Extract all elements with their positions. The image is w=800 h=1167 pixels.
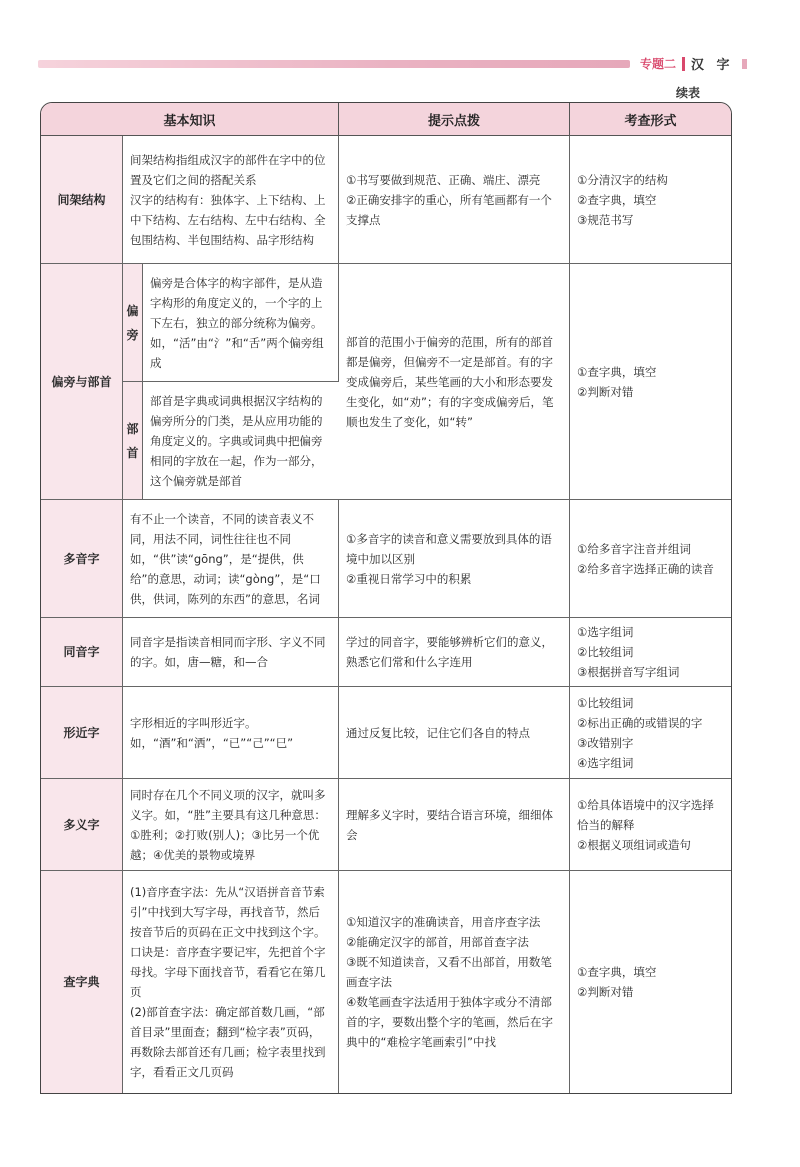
form-item: ①选字组词: [577, 625, 634, 639]
form-item: ①查字典，填空: [577, 364, 657, 379]
knowledge-table-wrap: [40, 102, 730, 1094]
form-item: ③根据拼音写字组词: [577, 665, 680, 679]
row-knowledge: 偏旁是合体字的构字部件，是从造字构形的角度定义的，一个字的上下左右，独立的部分统称为偏旁。如，“活”由“氵”和“舌”两个偏旁组成: [143, 264, 339, 382]
form-item: ③改错别字: [577, 735, 634, 750]
row-knowledge: 有不止一个读音，不同的读音表义不同，用法不同，词性往往也不同 如，“供”读“gōng”，是“提供，供给”的意思，动词；读“gòng”，是“口供，供词，陈列的东西”的意思，名词: [123, 500, 339, 618]
header-label: [640, 54, 747, 73]
row-forms: [570, 687, 731, 779]
row-category: 间架结构: [41, 136, 123, 264]
form-item: ②根据义项组词或造句: [577, 837, 691, 852]
row-forms: [570, 500, 731, 618]
form-item: ②判断对错: [577, 384, 634, 399]
row-category: 多音字: [41, 500, 123, 618]
column-header-forms: 考查形式: [570, 103, 731, 136]
row-category: 同音字: [41, 618, 123, 687]
form-item: ①分清汉字的结构: [577, 172, 668, 187]
continued-label: 续表: [676, 86, 701, 100]
row-subcategory: [123, 382, 143, 500]
row-category: 偏旁与部首: [41, 264, 123, 500]
topic-label: 专题二: [640, 57, 677, 71]
row-tips: 理解多义字时，要结合语言环境，细细体会: [339, 779, 570, 871]
form-item: ①比较组词: [577, 695, 634, 710]
row-forms: [570, 871, 731, 1093]
row-knowledge: 部首是字典或词典根据汉字结构的偏旁所分的门类，是从应用功能的角度定义的。字典或词典中把偏旁相同的字放在一起，作为一部分，这个偏旁就是部首: [143, 382, 339, 500]
row-tips: 部首的范围小于偏旁的范围，所有的部首都是偏旁，但偏旁不一定是部首。有的字变成偏旁后，某些笔画的大小和形态要发生变化，如“劝”；有的字变成偏旁后，笔顺也发生了变化，如“转”: [339, 264, 570, 500]
header-bar: [38, 60, 630, 68]
row-category: 查字典: [41, 871, 123, 1093]
header-tail-mark: [742, 59, 747, 69]
row-category: 多义字: [41, 779, 123, 871]
form-item: ②标出正确的或错误的字: [577, 715, 703, 730]
form-item: ①查字典，填空: [577, 965, 657, 979]
row-knowledge: 同音字是指读音相同而字形、字义不同的字。如，唐—糖，和—合: [123, 618, 339, 687]
table-row: [41, 500, 731, 618]
row-tips: ①书写要做到规范、正确、端庄、漂亮 ②正确安排字的重心，所有笔画都有一个支撑点: [339, 136, 570, 264]
form-item: ①给具体语境中的汉字选择恰当的解释: [577, 797, 714, 832]
row-knowledge: 间架结构指组成汉字的部件在字中的位置及它们之间的搭配关系 汉字的结构有：独体字、上下结构、上中下结构、左右结构、左中右结构、全包围结构、半包围结构、品字形结构: [123, 136, 339, 264]
row-knowledge: 字形相近的字叫形近字。如，“酒”和“洒”，“已”“己”“巳”: [123, 687, 339, 779]
form-item: ①给多音字注音并组词: [577, 541, 691, 556]
subcategory-label: 部首: [126, 421, 139, 460]
row-tips: ①知道汉字的准确读音，用音序查字法 ②能确定汉字的部首，用部首查字法 ③既不知道读音，又看不出部首，用数笔画查字法 ④数笔画查字法适用于独体字或分不清部首的字，要数出整个字的笔画，然后在字典中的“难检字笔画索引”中找: [339, 871, 570, 1093]
row-tips: 通过反复比较，记住它们各自的特点: [339, 687, 570, 779]
row-knowledge: (1)音序查字法：先从“汉语拼音音节索引”中找到大写字母，再找音节，然后按音节后的页码在正文中找到这个字。口诀是：音序查字要记牢，先把首个字母找。字母下面找音节，看看它在第几页 (2)部首查字法：确定部首数几画，“部首目录”里面查；翻到“检字表”页码，再数除去部首还有几画；检字表里找到字，看看正文几页码: [123, 871, 339, 1093]
header-separator: [682, 57, 685, 71]
table-row: [41, 264, 731, 382]
form-item: ②查字典，填空: [577, 192, 657, 207]
table-header-row: [41, 103, 731, 136]
table-row: [41, 618, 731, 687]
row-forms: [570, 618, 731, 687]
table-row: [41, 871, 731, 1093]
row-category: 形近字: [41, 687, 123, 779]
row-forms: [570, 264, 731, 500]
subject-label: 汉 字: [691, 58, 734, 73]
column-header-tips: 提示点拨: [339, 103, 570, 136]
form-item: ②判断对错: [577, 985, 634, 999]
form-item: ③规范书写: [577, 212, 634, 227]
subcategory-label: 偏旁: [126, 303, 139, 342]
knowledge-table: [40, 102, 732, 1094]
row-forms: [570, 136, 731, 264]
form-item: ④选字组词: [577, 755, 634, 770]
column-header-knowledge: 基本知识: [41, 103, 339, 136]
form-item: ②给多音字选择正确的读音: [577, 561, 714, 576]
form-item: ②比较组词: [577, 645, 634, 659]
row-tips: 学过的同音字，要能够辨析它们的意义，熟悉它们常和什么字连用: [339, 618, 570, 687]
row-knowledge: 同时存在几个不同义项的汉字，就叫多义字。如，“胜”主要具有这几种意思：①胜利；②打败(别人)；③比另一个优越；④优美的景物或境界: [123, 779, 339, 871]
table-row: [41, 136, 731, 264]
row-subcategory: [123, 264, 143, 382]
table-row: [41, 779, 731, 871]
row-tips: ①多音字的读音和意义需要放到具体的语境中加以区别 ②重视日常学习中的积累: [339, 500, 570, 618]
table-row: [41, 687, 731, 779]
row-forms: [570, 779, 731, 871]
